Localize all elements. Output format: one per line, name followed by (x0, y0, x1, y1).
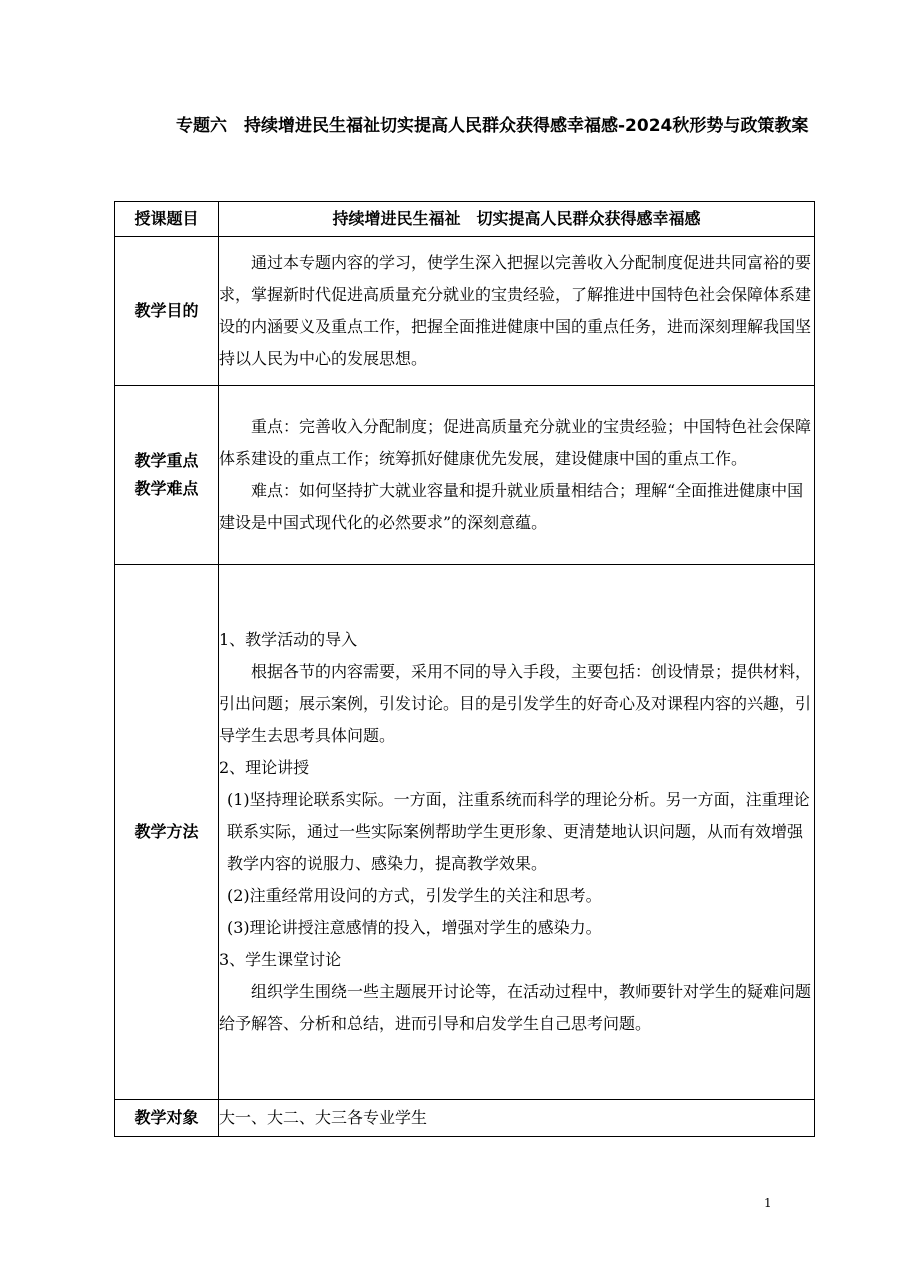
methods-section2-item3: (3)理论讲授注意感情的投入，增强对学生的感染力。 (227, 918, 602, 937)
objective-text: 通过本专题内容的学习，使学生深入把握以完善收入分配制度促进共同富裕的要求，掌握新时代促进高质量充分就业的宝贵经验，了解推进中国特色社会保障体系建设的内涵要义及重点工作，把握全面推进健康中国的重点任务，进而深刻理解我国坚持以人民为中心的发展思想。 (219, 253, 812, 368)
lesson-plan-table (114, 201, 815, 1137)
table-row-subject (115, 202, 815, 237)
subject-value: 持续增进民生福祉 切实提高人民群众获得感幸福感 (219, 202, 815, 237)
methods-section1-text: 根据各节的内容需要，采用不同的导入手段，主要包括：创设情景；提供材料，引出问题；展示案例，引发讨论。目的是引发学生的好奇心及对课程内容的兴趣，引导学生去思考具体问题。 (219, 662, 812, 745)
methods-section2-item1: (1)坚持理论联系实际。一方面，注重系统而科学的理论分析。另一方面，注重理论联系实际，通过一些实际案例帮助学生更形象、更清楚地认识问题，从而有效增强教学内容的说服力、感染力，提高教学效果。 (227, 790, 810, 873)
table-row-key-points (115, 386, 815, 565)
document-title: 专题六 持续增进民生福祉切实提高人民群众获得感幸福感-2024秋形势与政策教案 (176, 116, 809, 136)
audience-label: 教学对象 (115, 1100, 219, 1137)
key-points-cell (219, 386, 815, 565)
methods-section1-heading: 1、教学活动的导入 (219, 630, 358, 649)
page-number: 1 (764, 1196, 772, 1210)
key-points-label (115, 386, 219, 565)
audience-value: 大一、大二、大三各专业学生 (219, 1100, 815, 1137)
table-row-methods (115, 565, 815, 1100)
table-row-audience (115, 1100, 815, 1137)
key-points-label-line1: 教学重点 (134, 451, 199, 470)
methods-section2-heading: 2、理论讲授 (219, 758, 310, 777)
difficult-points-text: 难点：如何坚持扩大就业容量和提升就业质量相结合；理解“全面推进健康中国建设是中国式现代化的必然要求”的深刻意蕴。 (219, 481, 804, 532)
methods-section3-heading: 3、学生课堂讨论 (219, 950, 342, 969)
subject-label: 授课题目 (115, 202, 219, 237)
table-row-objective (115, 237, 815, 386)
objective-label: 教学目的 (115, 237, 219, 386)
methods-section2-item2: (2)注重经常用设问的方式，引发学生的关注和思考。 (227, 886, 602, 905)
key-points-label-line2: 教学难点 (134, 479, 199, 498)
methods-label: 教学方法 (115, 565, 219, 1100)
methods-section3-text: 组织学生围绕一些主题展开讨论等，在活动过程中，教师要针对学生的疑难问题给予解答、分析和总结，进而引导和启发学生自己思考问题。 (219, 982, 812, 1033)
key-points-text: 重点：完善收入分配制度；促进高质量充分就业的宝贵经验；中国特色社会保障体系建设的重点工作；统筹抓好健康优先发展，建设健康中国的重点工作。 (219, 417, 812, 468)
methods-cell (219, 565, 815, 1100)
objective-cell (219, 237, 815, 386)
